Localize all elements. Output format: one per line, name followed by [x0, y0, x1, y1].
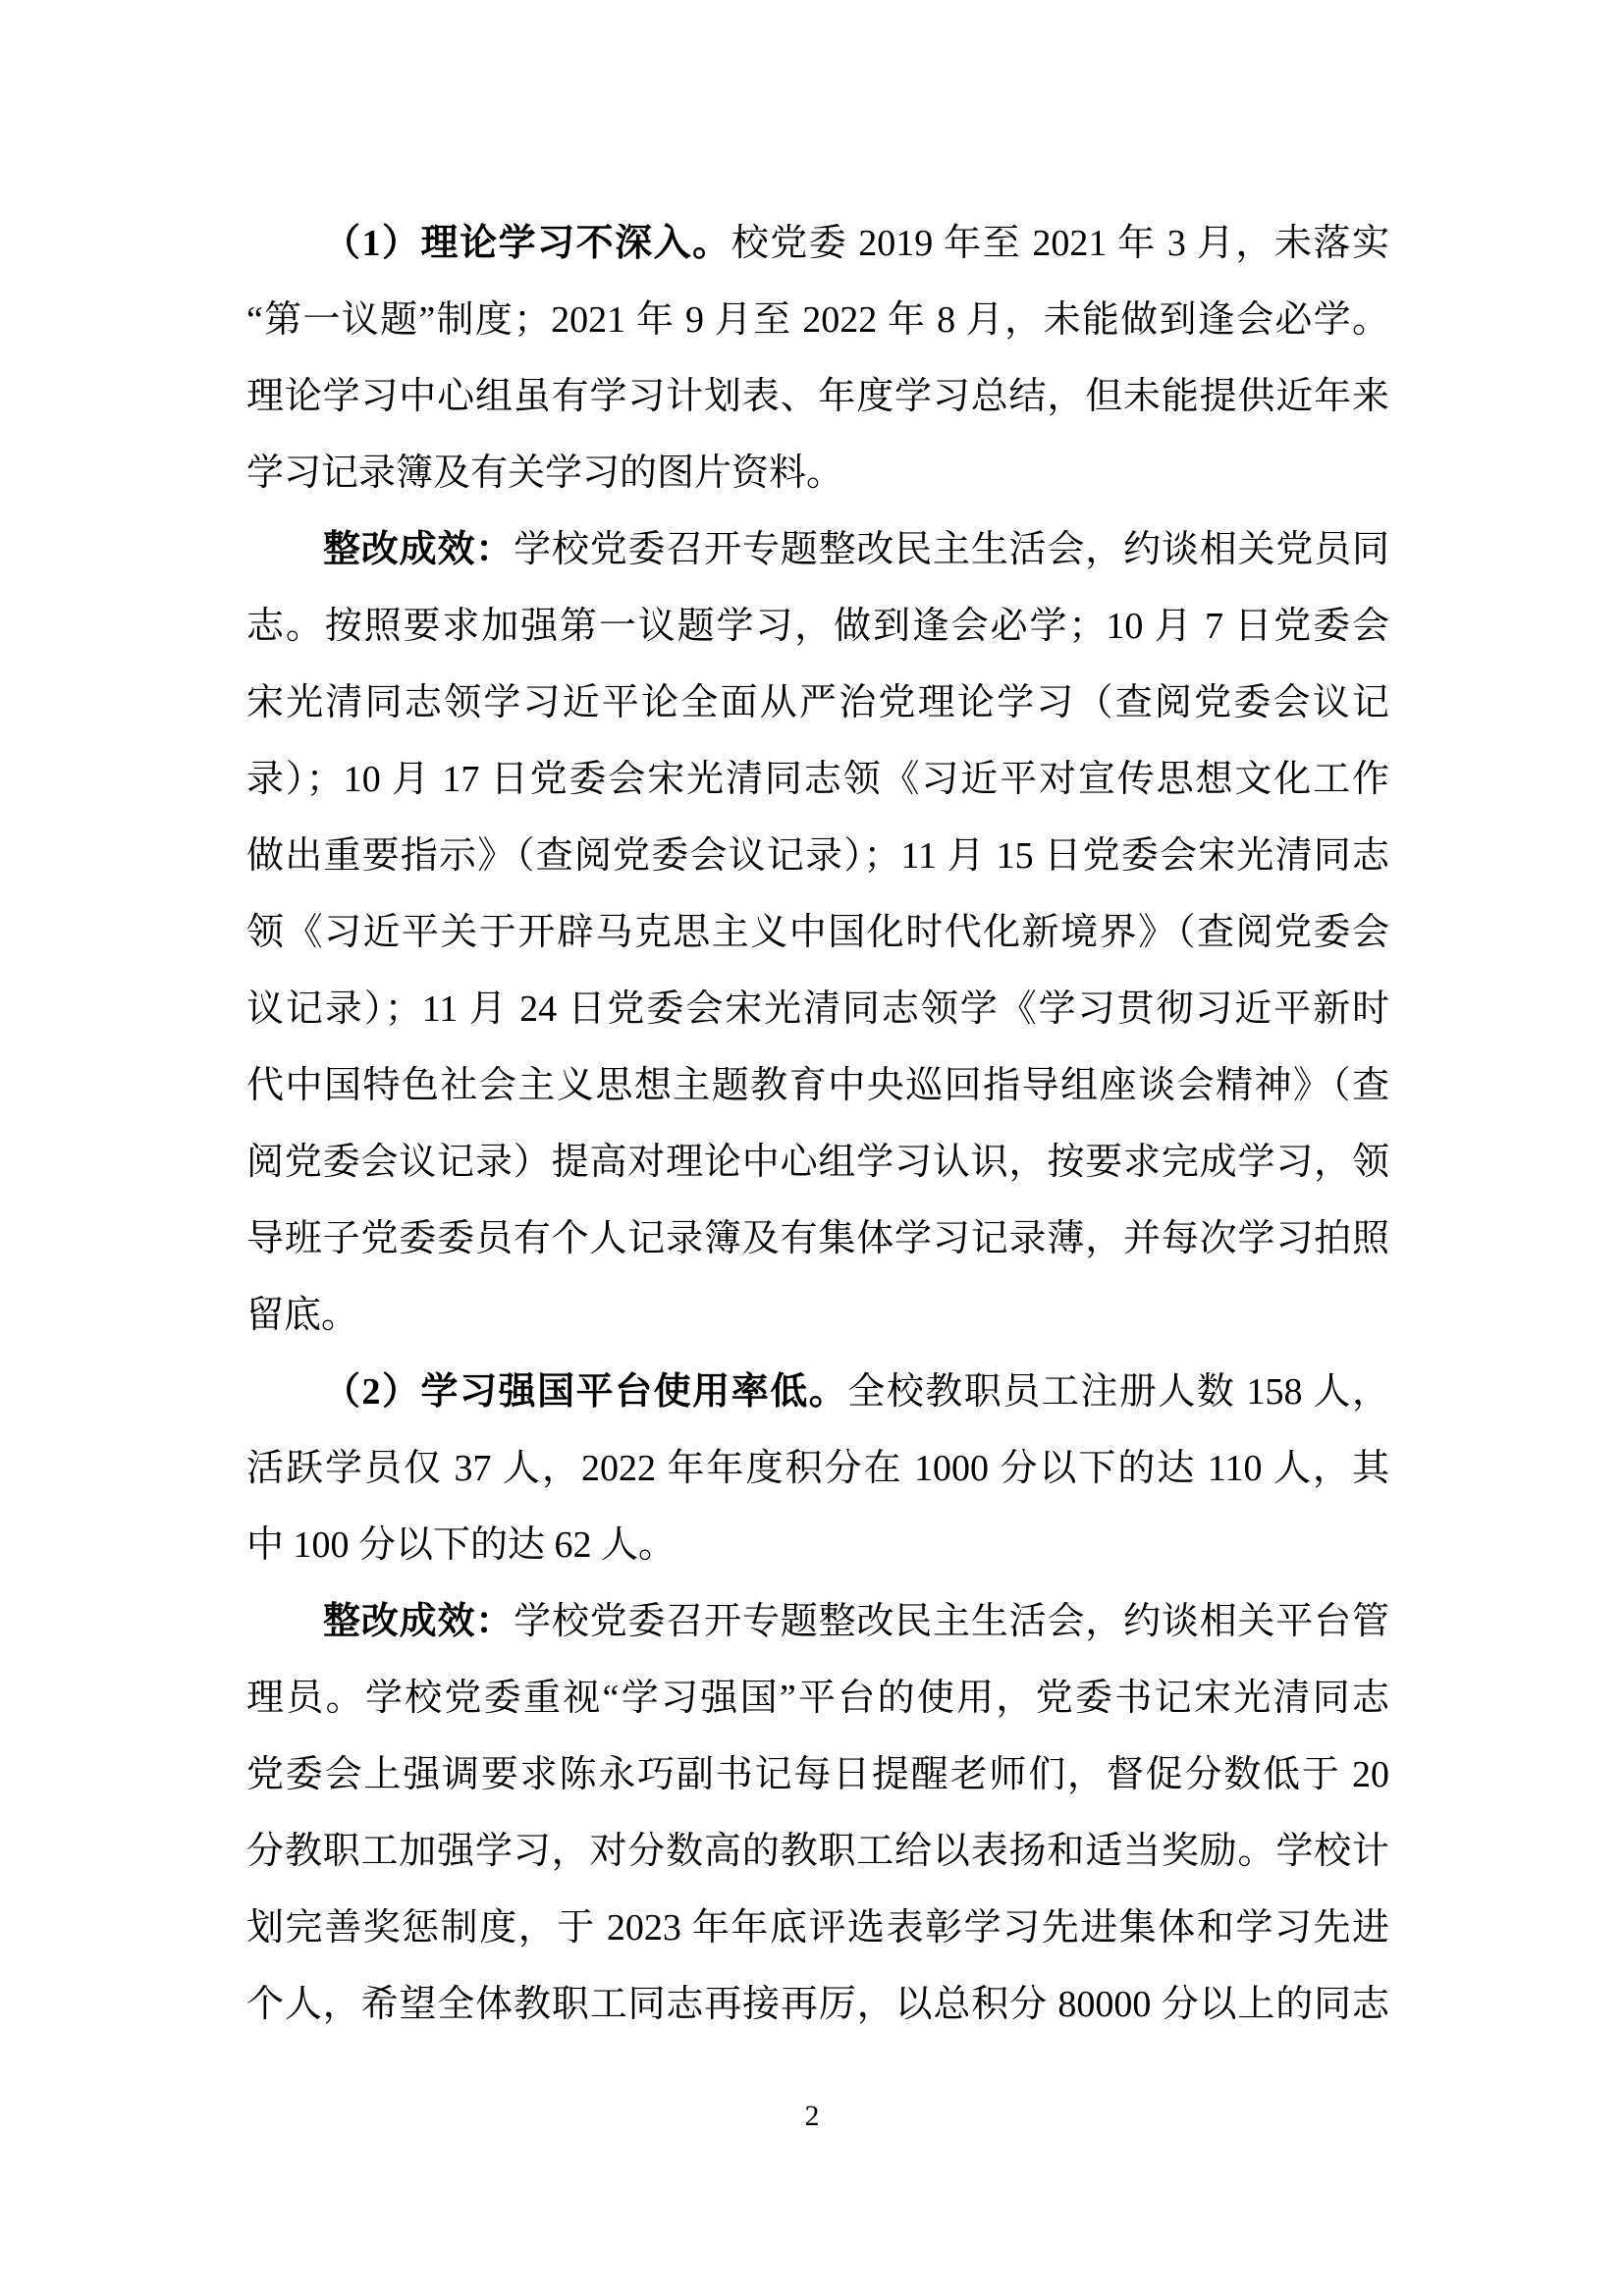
- text-line: [246, 1660, 1389, 1736]
- text-segment: 导班子党委委员有个人记录簿及有集体学习记录薄，并每次学习拍照: [246, 1218, 1389, 1259]
- text-segment: “第一议题”制度；2021 年 9 月至 2022 年 8 月，未能做到逢会必学。: [246, 299, 1389, 341]
- text-line: [246, 971, 1389, 1047]
- text-segment: 留底。: [246, 1295, 359, 1336]
- text-line: [246, 1890, 1389, 1966]
- text-segment: 领《习近平关于开辟马克思主义中国化时代化新境界》（查阅党委会: [246, 912, 1389, 953]
- text-line: [246, 435, 1389, 511]
- text-segment: 中 100 分以下的达 62 人。: [246, 1524, 677, 1566]
- document-body: [246, 205, 1389, 2043]
- text-line: [246, 205, 1389, 282]
- text-segment: 全校教职员工注册人数 158 人，: [847, 1371, 1389, 1413]
- bold-text-segment: 整改成效：: [323, 1601, 514, 1642]
- text-line: [246, 818, 1389, 894]
- text-line: [246, 741, 1389, 818]
- text-line: [246, 282, 1389, 358]
- text-segment: 划完善奖惩制度，于 2023 年年底评选表彰学习先进集体和学习先进: [246, 1907, 1389, 1949]
- text-line: [246, 1966, 1389, 2043]
- text-line: [246, 1507, 1389, 1583]
- text-segment: 代中国特色社会主义思想主题教育中央巡回指导组座谈会精神》（查: [246, 1065, 1389, 1106]
- text-segment: 党委会上强调要求陈永巧副书记每日提醒老师们，督促分数低于 20: [246, 1754, 1389, 1795]
- text-segment: 校党委 2019 年至 2021 年 3 月，未落实: [731, 223, 1389, 264]
- text-segment: 宋光清同志领学习近平论全面从严治党理论学习（查阅党委会议记: [246, 682, 1389, 723]
- text-line: [246, 1047, 1389, 1124]
- text-line: [246, 511, 1389, 588]
- text-line: [246, 665, 1389, 741]
- text-segment: 学校党委召开专题整改民主生活会，约谈相关平台管: [514, 1601, 1389, 1642]
- text-line: [246, 1813, 1389, 1890]
- text-segment: 理员。学校党委重视“学习强国”平台的使用，党委书记宋光清同志: [246, 1678, 1389, 1719]
- page-footer: [0, 2095, 1624, 2138]
- bold-text-segment: （1）理论学习不深入。: [323, 223, 731, 264]
- bold-text-segment: 整改成效：: [323, 529, 514, 570]
- text-segment: 理论学习中心组虽有学习计划表、年度学习总结，但未能提供近年来: [246, 376, 1389, 417]
- text-line: [246, 1124, 1389, 1201]
- text-line: [246, 894, 1389, 971]
- text-segment: 活跃学员仅 37 人，2022 年年度积分在 1000 分以下的达 110 人，其: [246, 1448, 1389, 1489]
- text-segment: 分教职工加强学习，对分数高的教职工给以表扬和适当奖励。学校计: [246, 1831, 1389, 1872]
- text-segment: 录）；10 月 17 日党委会宋光清同志领《习近平对宣传思想文化工作: [246, 759, 1389, 800]
- bold-text-segment: （2）学习强国平台使用率低。: [323, 1371, 848, 1413]
- text-segment: 学校党委召开专题整改民主生活会，约谈相关党员同: [514, 529, 1389, 570]
- text-line: [246, 1736, 1389, 1813]
- page-number: 2: [804, 2100, 820, 2132]
- text-line: [246, 1201, 1389, 1277]
- text-line: [246, 588, 1389, 665]
- text-segment: 议记录）；11 月 24 日党委会宋光清同志领学《学习贯彻习近平新时: [246, 988, 1389, 1030]
- text-segment: 个人，希望全体教职工同志再接再厉，以总积分 80000 分以上的同志: [246, 1984, 1389, 2025]
- text-line: [246, 1354, 1389, 1430]
- text-segment: 学习记录簿及有关学习的图片资料。: [246, 453, 844, 494]
- text-line: [246, 1277, 1389, 1354]
- text-segment: 阅党委会议记录）提高对理论中心组学习认识，按要求完成学习，领: [246, 1142, 1389, 1183]
- text-line: [246, 358, 1389, 435]
- text-line: [246, 1583, 1389, 1660]
- text-segment: 做出重要指示》（查阅党委会议记录）；11 月 15 日党委会宋光清同志: [246, 835, 1389, 877]
- text-line: [246, 1430, 1389, 1507]
- text-segment: 志。按照要求加强第一议题学习，做到逢会必学；10 月 7 日党委会: [246, 606, 1389, 647]
